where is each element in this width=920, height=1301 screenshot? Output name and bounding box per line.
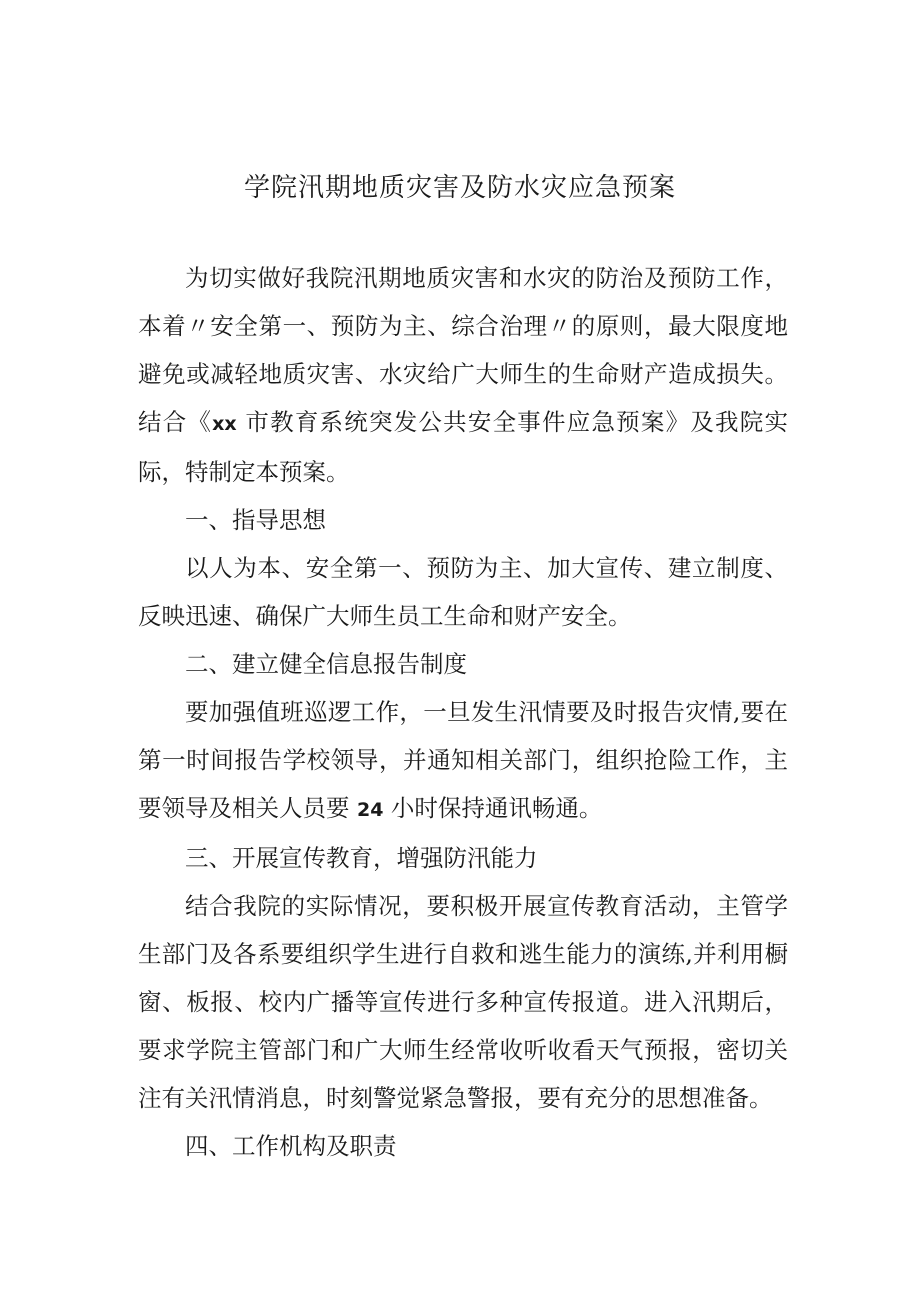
section-1-heading: 一、指导思想 xyxy=(185,506,326,534)
section-3-heading: 三、开展宣传教育，增强防汛能力 xyxy=(185,844,538,872)
intro-city-placeholder: xx xyxy=(212,413,237,435)
section-4-heading: 四、工作机构及职责 xyxy=(185,1132,397,1160)
section-2-body-part2: 小时保持通讯畅通。 xyxy=(383,794,603,822)
section-2-body-part1: 要加强值班巡逻工作，一旦发生汛情要及时报告灾情,要在第一时间报告学校领导，并通知相关部门，组织抢险工作，主要领导及相关人员要 xyxy=(138,698,788,822)
document-title: 学院汛期地质灾害及防水灾应急预案 xyxy=(243,173,676,203)
section-2-heading: 二、建立健全信息报告制度 xyxy=(185,650,467,678)
intro-text-part1: 为切实做好我院汛期地质灾害和水灾的防治及预防工作，本着〃安全第一、预防为主、综合治理〃的原则，最大限度地避免或减轻地质灾害、水灾给广大师生的生命财产造成损失。结合《 xyxy=(138,264,788,436)
intro-paragraph xyxy=(138,254,788,496)
section-2-hours: 24 xyxy=(356,799,384,821)
section-1-body: 以人为本、安全第一、预防为主、加大宣传、建立制度、反映迅速、确保广大师生员工生命和财产安全。 xyxy=(138,554,788,630)
section-2-body xyxy=(138,688,788,834)
section-3-body: 结合我院的实际情况，要积极开展宣传教育活动，主管学生部门及各系要组织学生进行自救和逃生能力的演练,并利用橱窗、板报、校内广播等宣传进行多种宣传报道。进入汛期后，要求学院主管部门和广大师生经常收听收看天气预报，密切关注有关汛情消息，时刻警觉紧急警报，要有充分的思想准备。 xyxy=(138,892,788,1112)
intro-text-part2: 市教育系统突发公共安全事件应急预案》及我院实际，特制定本预案。 xyxy=(138,408,788,486)
document-body xyxy=(138,254,788,1170)
